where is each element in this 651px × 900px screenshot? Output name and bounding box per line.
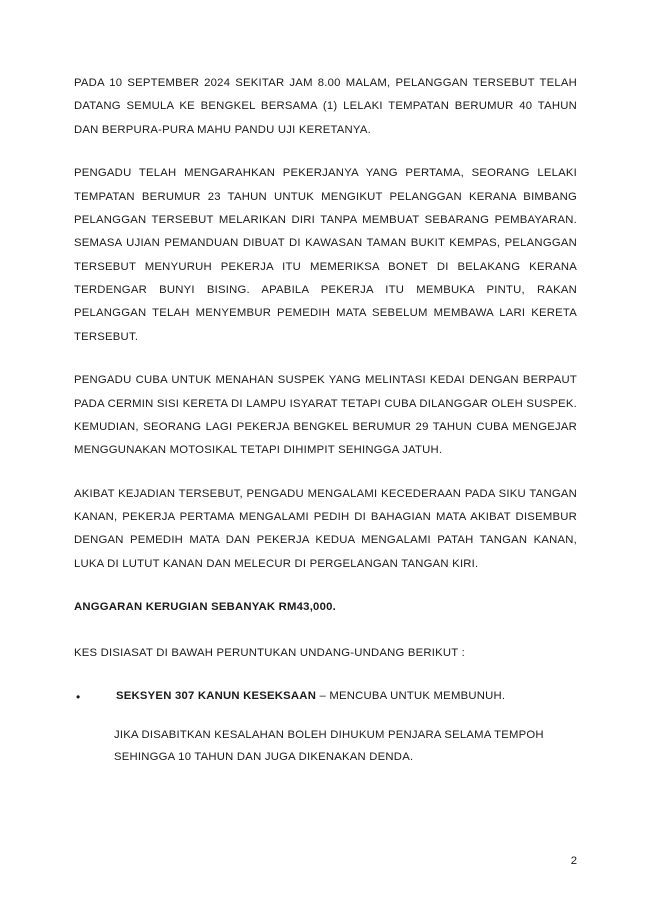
paragraph-3: PENGADU CUBA UNTUK MENAHAN SUSPEK YANG MELINTASI KEDAI DENGAN BERPAUT PADA CERMIN SISI KERETA DI LAMPU ISYARAT TETAPI CUBA DILANGGAR OLEH SUSPEK. KEMUDIAN, SEORANG LAGI PEKERJA BENGKEL BERUMUR 29 TAHUN CUBA MENGEJAR MENGGUNAKAN MOTOSIKAL TETAPI DIHIMPIT SEHINGGA JATUH.	[74, 374, 577, 457]
bullet-icon: •	[76, 689, 81, 704]
paragraph-2: PENGADU TELAH MENGARAHKAN PEKERJANYA YANG PERTAMA, SEORANG LELAKI TEMPATAN BERUMUR 23 TAHUN UNTUK MENGIKUT PELANGGAN KERANA BIMBANG PELANGGAN TERSEBUT MELARIKAN DIRI TANPA MEMBUAT SEBARANG PEMBAYARAN. SEMASA UJIAN PEMANDUAN DIBUAT DI KAWASAN TAMAN BUKIT KEMPAS, PELANGGAN TERSEBUT MENYURUH PEKERJA ITU MEMERIKSA BONET DI BELAKANG KERANA TERDENGAR BUNYI BISING. APABILA PEKERJA ITU MEMBUKA PINTU, RAKAN PELANGGAN TELAH MENYEMBUR PEMEDIH MATA SEBELUM MEMBAWA LARI KERETA TERSEBUT.	[74, 167, 577, 343]
list-item-text	[116, 687, 577, 707]
list-item	[74, 687, 577, 708]
paragraph-1: PADA 10 SEPTEMBER 2024 SEKITAR JAM 8.00 MALAM, PELANGGAN TERSEBUT TELAH DATANG SEMULA KE BENGKEL BERSAMA (1) LELAKI TEMPATAN BERUMUR 40 TAHUN DAN BERPURA-PURA MAHU PANDU UJI KERETANYA.	[74, 77, 577, 136]
section-description: – MENCUBA UNTUK MEMBUNUH.	[316, 689, 506, 702]
loss-estimate-line: ANGGARAN KERUGIAN SEBANYAK RM43,000.	[74, 601, 336, 614]
section-label: SEKSYEN 307 KANUN KESEKSAAN	[116, 689, 317, 702]
penalty-text: JIKA DISABITKAN KESALAHAN BOLEH DIHUKUM PENJARA SELAMA TEMPOH SEHINGGA 10 TAHUN DAN JUGA DIKENAKAN DENDA.	[114, 728, 544, 764]
paragraph-4: AKIBAT KEJADIAN TERSEBUT, PENGADU MENGALAMI KECEDERAAN PADA SIKU TANGAN KANAN, PEKERJA PERTAMA MENGALAMI PEDIH DI BAHAGIAN MATA AKIBAT DISEMBUR DENGAN PEMEDIH MATA DAN PEKERJA KEDUA MENGALAMI PATAH TANGAN KANAN, LUKA DI LUTUT KANAN DAN MELECUR DI PERGELANGAN TANGAN KIRI.	[74, 487, 577, 570]
document-body	[74, 72, 577, 769]
page-number: 2	[570, 855, 577, 867]
law-intro-line: KES DISIASAT DI BAWAH PERUNTUKAN UNDANG-UNDANG BERIKUT :	[74, 646, 465, 659]
